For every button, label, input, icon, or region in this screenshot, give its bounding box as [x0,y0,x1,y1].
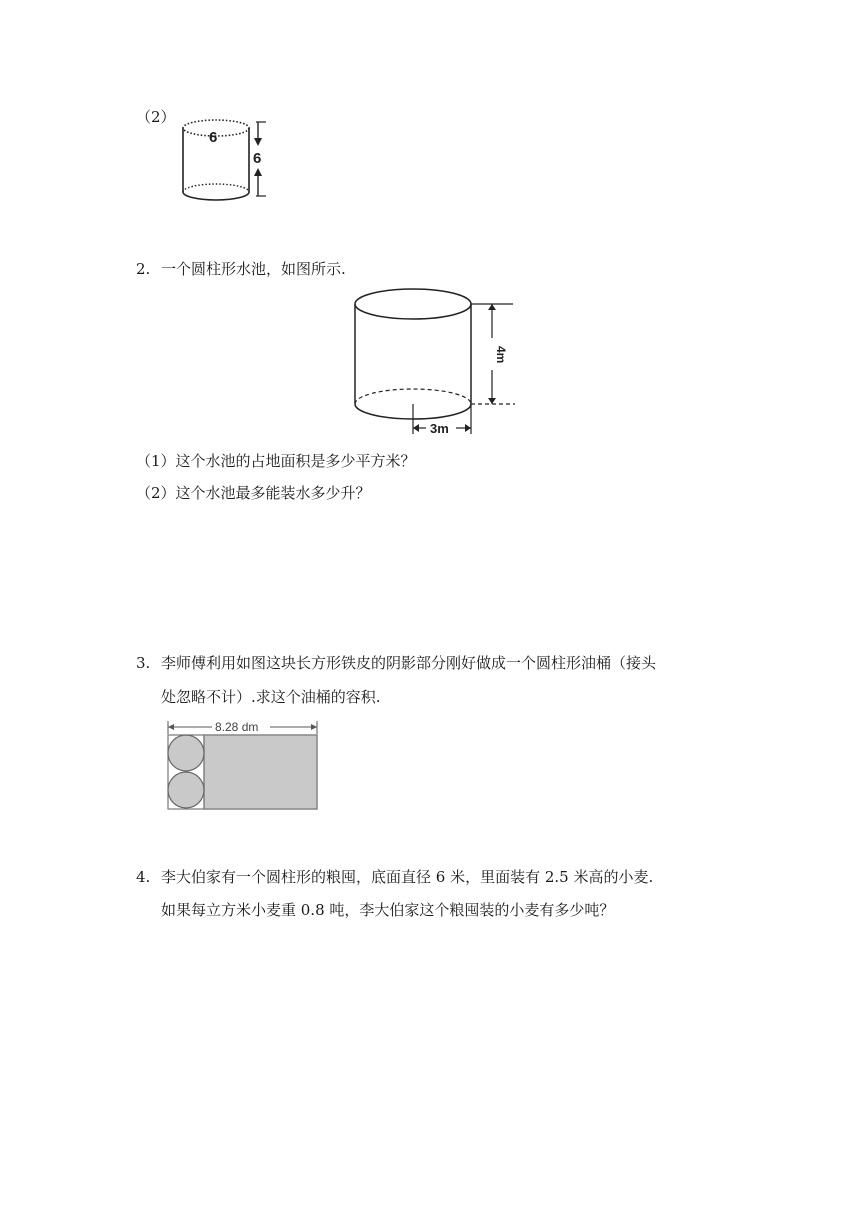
q1-sub2-label: （2） [136,108,176,126]
q2-sub2: （2）这个水池最多能装水多少升？ [136,484,371,502]
q2-pool-figure [350,286,520,438]
q3-line2: 处忽略不计）.求这个油桶的容积. [161,688,381,706]
q4-number: 4. [136,868,151,886]
q3-line1: 李师傅利用如图这块长方形铁皮的阴影部分刚好做成一个圆柱形油桶（接头 [161,654,657,672]
q2-text: 一个圆柱形水池，如图所示. [161,260,346,278]
q1-height-label: 6 [253,150,262,167]
q4-line2: 如果每立方米小麦重 0.8 吨，李大伯家这个粮囤装的小麦有多少吨？ [161,901,615,919]
q1-diameter-label: 6 [209,129,218,146]
q1-cylinder-figure [176,112,276,212]
q3-number: 3. [136,654,151,672]
q2-radius-label: 3m [430,421,449,436]
q2-height-label: 4m [494,346,508,364]
q2-sub1: （1）这个水池的占地面积是多少平方米？ [136,452,416,470]
q3-length-label: 8.28 dm [215,720,259,734]
q2-number: 2. [136,260,151,278]
q3-sheet-figure [162,718,322,812]
q4-line1: 李大伯家有一个圆柱形的粮囤，底面直径 6 米，里面装有 2.5 米高的小麦. [161,868,654,886]
